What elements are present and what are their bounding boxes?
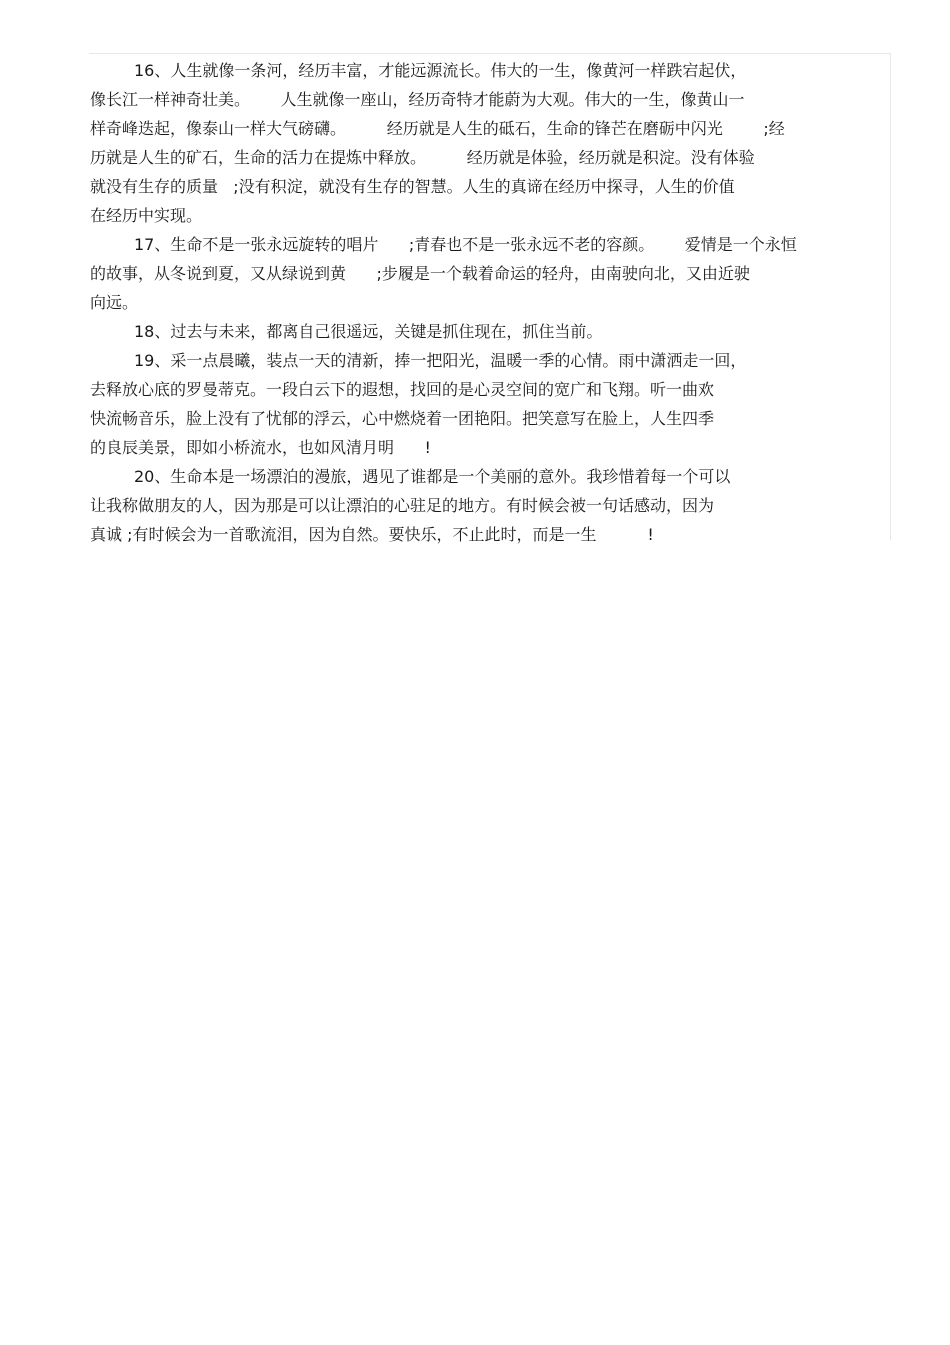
paragraph-16-line-2: 像长江一样神奇壮美。 人生就像一座山，经历奇特才能蔚为大观。伟大的一生，像黄山一 (90, 90, 745, 109)
paragraph-16-line-3: 样奇峰迭起，像泰山一样大气磅礴。 经历就是人生的砥石，生命的锋芒在磨砺中闪光 ;经 (90, 119, 785, 138)
paragraph-16-line-4: 历就是人生的矿石，生命的活力在提炼中释放。 经历就是体验，经历就是积淀。没有体验 (90, 148, 755, 167)
document-body (90, 56, 890, 549)
paragraph-19-line-4: 的良辰美景，即如小桥流水，也如风清月明 ! (90, 438, 431, 457)
paragraph-20-line-3: 真诚 ;有时候会为一首歌流泪，因为自然。要快乐，不止此时，而是一生 ! (90, 525, 654, 544)
paragraph-17-line-3: 向远。 (90, 293, 139, 312)
paragraph-17-line-2: 的故事，从冬说到夏，又从绿说到黄 ;步履是一个载着命运的轻舟，由南驶向北，又由近驶 (90, 264, 750, 283)
paragraph-20-line-2: 让我称做朋友的人，因为那是可以让漂泊的心驻足的地方。有时候会被一句话感动，因为 (90, 496, 715, 515)
paragraph-16-line-6: 在经历中实现。 (90, 206, 203, 225)
paragraph-19-line-1: 19、采一点晨曦，装点一天的清新，捧一把阳光，温暖一季的心情。雨中潇洒走一回， (134, 351, 747, 370)
paragraph-17-line-1: 17、生命不是一张永远旋转的唱片 ;青春也不是一张永远不老的容颜。 爱情是一个永恒 (134, 235, 797, 254)
paragraph-19-line-3: 快流畅音乐，脸上没有了忧郁的浮云，心中燃烧着一团艳阳。把笑意写在脸上，人生四季 (90, 409, 715, 428)
paragraph-19-line-2: 去释放心底的罗曼蒂克。一段白云下的遐想，找回的是心灵空间的宽广和飞翔。听一曲欢 (90, 380, 715, 399)
paragraph-16-line-5: 就没有生存的质量 ;没有积淀，就没有生存的智慧。人生的真谛在经历中探寻，人生的价值 (90, 177, 735, 196)
paragraph-16-line-1: 16、人生就像一条河，经历丰富，才能远源流长。伟大的一生，像黄河一样跌宕起伏， (134, 61, 747, 80)
paragraph-20-line-1: 20、生命本是一场漂泊的漫旅，遇见了谁都是一个美丽的意外。我珍惜着每一个可以 (134, 467, 731, 486)
paragraph-18-line-1: 18、过去与未来，都离自己很遥远，关键是抓住现在，抓住当前。 (134, 322, 603, 341)
